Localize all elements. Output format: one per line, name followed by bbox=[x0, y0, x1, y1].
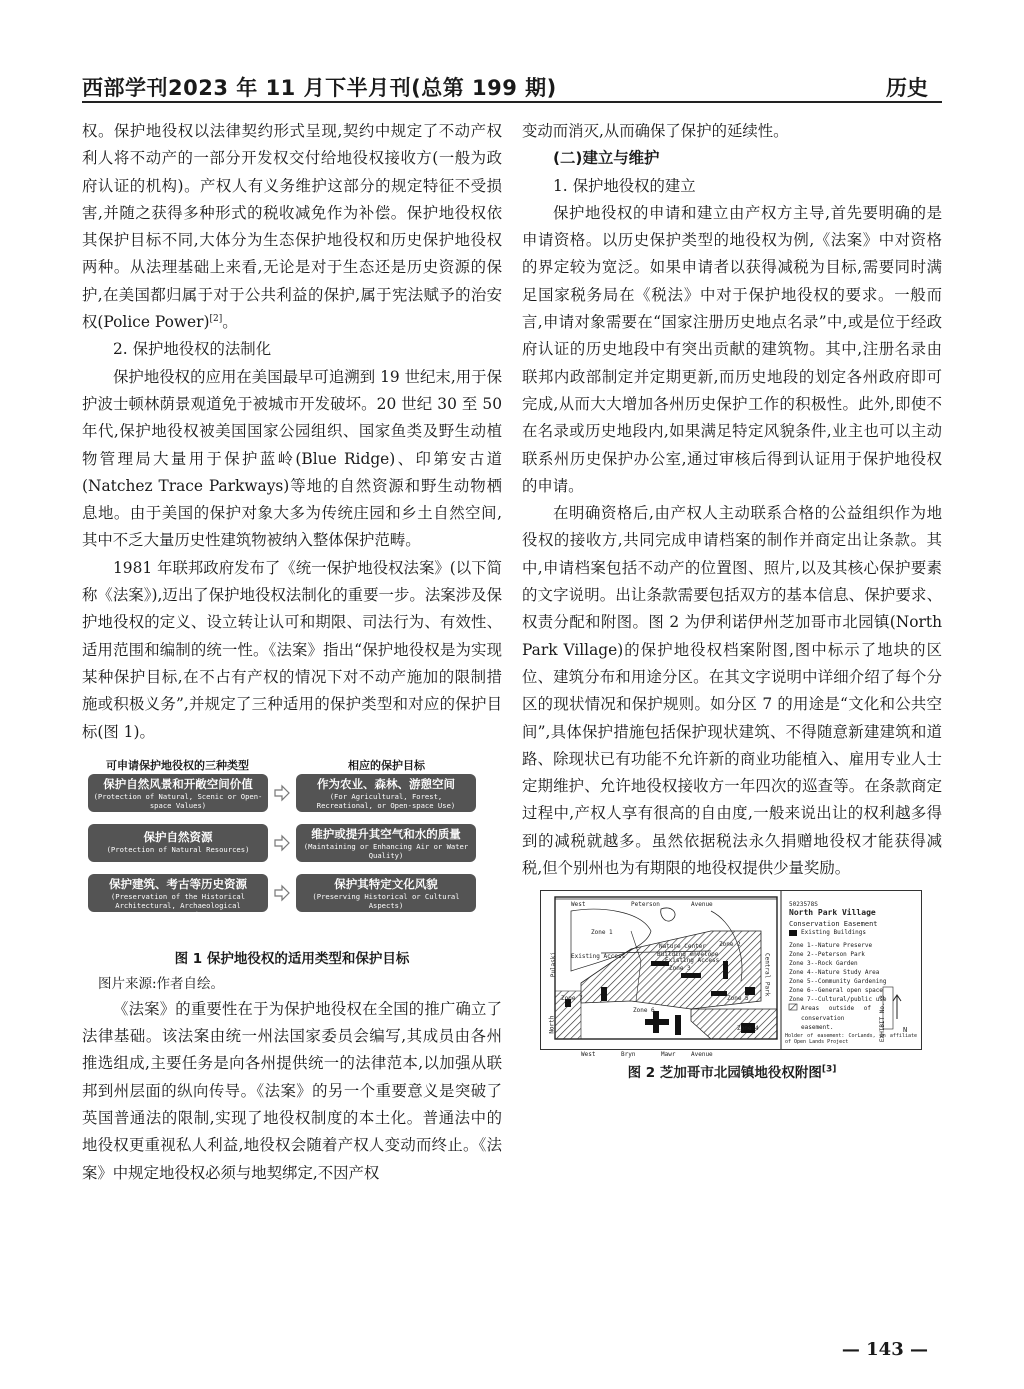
map-label: Building envelope bbox=[657, 951, 719, 959]
street-label: Bryn bbox=[621, 1051, 636, 1059]
street-label: Peterson bbox=[631, 901, 660, 909]
paragraph: 保护地役权的应用在美国最早可追溯到 19 世纪末,用于保护波士顿林荫景观道免于被城市开发破坏。20 世纪 30 至 50 年代,保护地役权被美国国家公园组织、国家鱼类及野生动植物管理局大量用于保护蓝岭(Blue Ridge)、印第安古道(Natchez Trace Parkways)等地的自然资源和野生动物栖息地。由于美国的保护对象大多为传统庄园和乡土自然空间,其中不乏大量历史性建筑物被纳入整体保护范畴。 bbox=[82, 367, 502, 550]
paragraph: 保护地役权的申请和建立由产权方主导,首先要明确的是申请资格。以历史保护类型的地役权为例,《法案》中对资格的界定较为宽泛。如果申请者以获得减税为目标,需要同时满足国家税务局在《税法》中对于保护地役权的要求。一般而言,申请对象需要在“国家注册历史地点名录”中,或是位于经政府认证的历史地段中有突出贡献的建筑物。其中,注册名录由联邦内政部制定并定期更新,而历史地段的划定各州政府即可完成,从而大大增加各州历史保护工作的积极性。此外,即使不在名录或历史地段内,如果满足特定风貌条件,业主也可以主动联系州历史保护办公室,通过审核后得到认证用于保护地役权的申请。 bbox=[522, 203, 942, 495]
zone-label: Zone 7 bbox=[561, 995, 583, 1003]
map-label: Nature Center bbox=[659, 943, 706, 951]
figure-1-source: 图片来源:作者自绘。 bbox=[98, 975, 225, 992]
exhibit-label: EXHIBIT No. 3 bbox=[878, 995, 886, 1043]
paragraph: 1981 年联邦政府发布了《统一保护地役权法案》(以下简称《法案》),迈出了保护地役权法制化的重要一步。法案涉及保护地役权的定义、设立转让认可和期限、司法行为、有效性、适用范围和编制的统一性。《法案》指出“保护地役权是为实现某种保护目标,在不占有产权的情况下对不动产施加的限制措施或积极义务”,并规定了三种适用的保护类型和对应的保护目标(图 1)。 bbox=[82, 558, 502, 741]
paragraph: 权。保护地役权以法律契约形式呈现,契约中规定了不动产权利人将不动产的一部分开发权交付给地役权接收方(一般为政府认证的机构)。产权人有义务维护这部分的规定特征不受损害,并随之获得多种形式的税收减免作为补偿。保护地役权依其保护目标不同,大体分为生态保护地役权和历史保护地役权两种。从法理基础上来看,无论是对于生态还是历史资源的保护,在美国都归属于对于公共利益的保护,属于宪法赋予的治安权(Police Power)[2]。 bbox=[82, 122, 502, 332]
zone-label: Zone 3 bbox=[669, 965, 691, 973]
reference-mark: [2] bbox=[209, 313, 223, 324]
legend-item: Zone 3--Rock Garden bbox=[789, 960, 858, 968]
zone-label: Zone 4 bbox=[737, 1025, 759, 1033]
map-code: 5023578S bbox=[789, 901, 818, 909]
street-label: Pulaski bbox=[550, 952, 557, 978]
figure-1-diagram bbox=[86, 752, 496, 942]
figure-2-map bbox=[540, 890, 922, 1059]
fig1-type-box: 保护自然资源 (Protection of Natural Resources) bbox=[88, 824, 268, 862]
street-label: West bbox=[571, 901, 586, 909]
subsection-heading: 2. 保护地役权的法制化 bbox=[113, 340, 272, 359]
legend-item: Zone 2--Peterson Park bbox=[789, 951, 865, 959]
section-heading: (二)建立与维护 bbox=[553, 149, 660, 168]
paragraph: 在明确资格后,由产权人主动联系合格的公益组织作为地役权的接收方,共同完成申请档案的制作并商定出让条款。其中,申请档案包括不动产的位置图、照片,以及其核心保护要素的文字说明。出让条款需要包括双方的基本信息、保护要求、权责分配和附图。图 2 为伊利诺伊州芝加哥市北园镇(North Park Village)的保护地役权档案附图,图中标示了地块的区位、建筑分布和用途分区。在其文字说明中详细介绍了每个分区的现状情况和保护规则。如分区 7 的用途是“文化和公共空间”,具体保护措施包括保护现状建筑、不得随意新建建筑和道路、除现状已有功能不允许新的商业功能植入、雇用专业人士定期维护、允许地役权接收方一年四次的巡查等。在条款商定过程中,产权人享有很高的自由度,一般来说出让的权利越多得到的减税就越多。虽然依据税法永久捐赠地役权才能获得减税,但个别州也为有期限的地役权提供少量奖励。 bbox=[522, 504, 942, 878]
legend-item: Zone 1--Nature Preserve bbox=[789, 942, 873, 950]
header-rule bbox=[82, 101, 942, 103]
easement-holder: Holder of easement: CorLands, an affiliate of Open Lands Project bbox=[785, 1033, 917, 1046]
street-label: Mawr bbox=[661, 1051, 676, 1059]
legend-item: Existing Buildings bbox=[801, 929, 867, 937]
arrow-right-icon bbox=[274, 835, 290, 851]
zone-label: Zone 1 bbox=[591, 929, 613, 937]
zone-label: Zone 5 bbox=[727, 995, 749, 1003]
legend-item: Zone 5--Community Gardening bbox=[789, 978, 887, 986]
fig1-goal-box: 作为农业、森林、游憩空间 (For Agricultural, Forest, Recreational, or Open-space Use) bbox=[296, 774, 476, 812]
page-number: — 143 — bbox=[841, 1339, 928, 1360]
paragraph: 《法案》的重要性在于为保护地役权在全国的推广确立了法律基础。该法案由统一州法国家委员会编写,其成员由各州推选组成,主要任务是向各州提供统一的法律范本,以加强从联邦到州层面的纵向传导。《法案》的另一个重要意义是突破了英国普通法的限制,实现了地役权制度的本土化。普通法中的地役权更重视私人利益,地役权会随着产权人变动而终止。《法案》中规定地役权必须与地契绑定,不因产权 bbox=[82, 999, 502, 1182]
map-subtitle: Conservation Easement bbox=[789, 920, 878, 929]
fig1-type-box: 保护建筑、考古等历史资源 (Preservation of the Historical Architectural, Archaeological Resources) bbox=[88, 874, 268, 912]
figure-2-caption: 图 2 芝加哥市北园镇地役权附图[3] bbox=[627, 1064, 837, 1082]
map-label: Existing Access bbox=[665, 957, 720, 965]
street-label: Avenue bbox=[691, 1051, 713, 1059]
street-label: West bbox=[581, 1051, 596, 1059]
left-column bbox=[82, 118, 502, 1187]
fig1-left-heading: 可申请保护地役权的三种类型 bbox=[106, 758, 249, 772]
map-label: Existing Access bbox=[571, 953, 626, 961]
zone-label: Zone 6 bbox=[633, 1007, 655, 1015]
legend-item: Zone 6--General open space bbox=[789, 987, 883, 995]
map-title: North Park Village bbox=[789, 908, 876, 918]
street-label: Central Park bbox=[763, 953, 771, 997]
legend-item: Areas outside of conservation easement. bbox=[801, 1005, 871, 1031]
street-label: Avenue bbox=[691, 901, 713, 909]
paragraph: 变动而消灭,从而确保了保护的延续性。 bbox=[522, 122, 789, 140]
fig1-goal-box: 维护或提升其空气和水的质量 (Maintaining or Enhancing Air or Water Quality) bbox=[296, 824, 476, 862]
fig1-right-heading: 相应的保护目标 bbox=[348, 758, 425, 772]
journal-header: 西部学刊2023 年 11 月下半月刊(总第 199 期) bbox=[82, 76, 557, 100]
arrow-right-icon bbox=[274, 785, 290, 801]
legend-item: Zone 4--Nature Study Area bbox=[789, 969, 880, 977]
fig1-type-box: 保护自然风景和开敞空间价值 (Protection of Natural, Scenic or Open-space Values) bbox=[88, 774, 268, 812]
legend-item: Zone 7--Cultural/public use bbox=[789, 996, 887, 1004]
figure-1-caption: 图 1 保护地役权的适用类型和保护目标 bbox=[174, 950, 410, 967]
section-title: 历史 bbox=[886, 76, 928, 100]
street-label: North bbox=[548, 1015, 556, 1034]
subsection-heading: 1. 保护地役权的建立 bbox=[553, 176, 696, 195]
zone-label: Zone 2 bbox=[719, 941, 741, 949]
north-arrow-label: N bbox=[903, 1026, 908, 1035]
fig1-goal-box: 保护其特定文化风貌 (Preserving Historical or Cultural Aspects) bbox=[296, 874, 476, 912]
reference-mark: [3] bbox=[821, 1064, 837, 1075]
right-column bbox=[522, 118, 942, 1088]
arrow-right-icon bbox=[274, 885, 290, 901]
